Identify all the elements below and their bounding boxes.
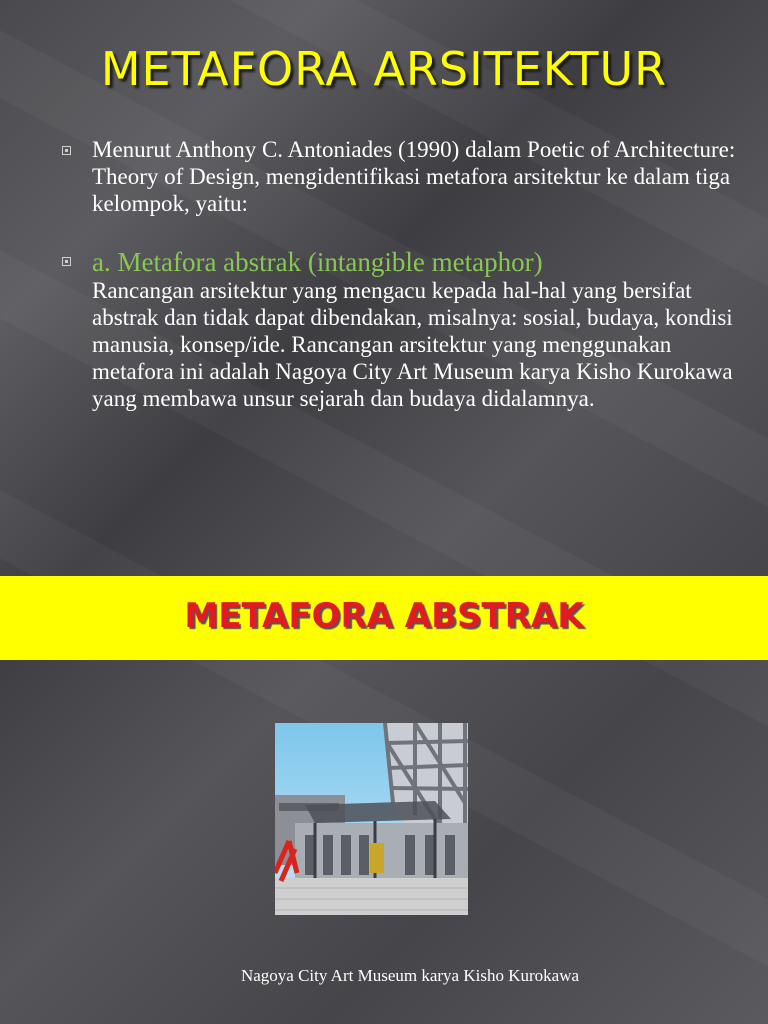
bullet-body: Rancangan arsitektur yang mengacu kepada hal-hal yang bersifat abstrak dan tidak dapat dibendakan, misalnya: sosial, budaya, kondisi manusia, konsep/ide. Rancangan arsitektur yang menggunakan metafora ini adalah Nagoya City Art Museum karya Kisho Kurokawa yang membawa unsur sejarah dan budaya didalamnya.	[92, 278, 733, 411]
bullet-heading: a. Metafora abstrak (intangible metaphor)	[92, 247, 543, 277]
bullet-intro	[62, 136, 742, 217]
bullet-square-icon	[62, 257, 71, 266]
bullet-abstract-metaphor	[62, 247, 742, 412]
bullet-square-icon	[62, 146, 71, 155]
section-banner	[0, 576, 768, 660]
museum-photo-illustration	[275, 723, 468, 915]
photo-caption: Nagoya City Art Museum karya Kisho Kurokawa	[240, 966, 580, 985]
museum-photo	[275, 723, 468, 915]
slide-title: METAFORA ARSITEKTUR	[100, 42, 668, 96]
bullet-intro-text: Menurut Anthony C. Antoniades (1990) dalam Poetic of Architecture: Theory of Design, mengidentifikasi metafora arsitektur ke dalam tiga kelompok, yaitu:	[92, 137, 736, 216]
banner-title: METAFORA ABSTRAK	[184, 596, 584, 636]
bullet-list	[62, 136, 742, 412]
